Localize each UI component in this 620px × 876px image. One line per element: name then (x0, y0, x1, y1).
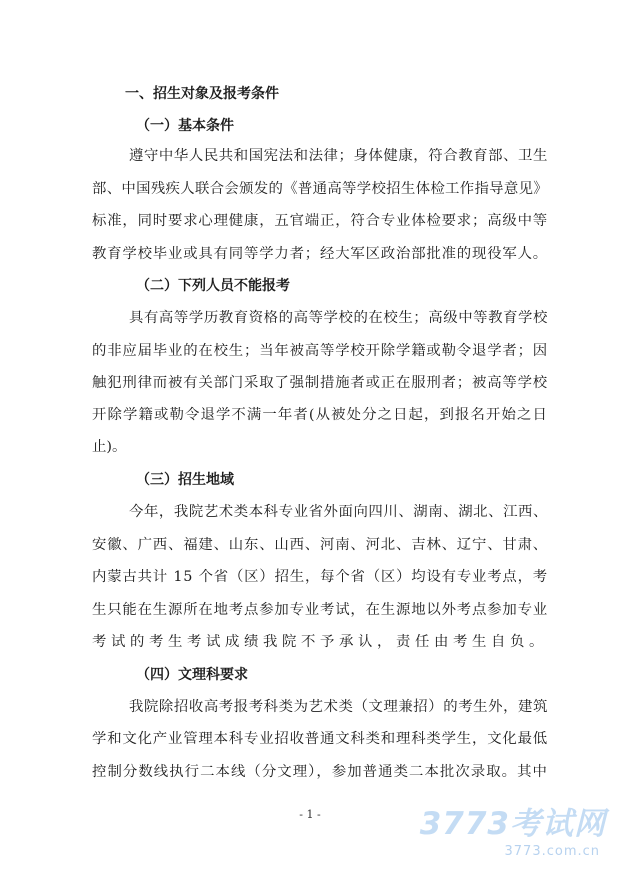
watermark-url: 3773.com.cn (504, 844, 600, 859)
paragraph-line: 触犯刑律而被有关部门采取了强制措施者或正在服刑者；被高等学校 (92, 375, 548, 391)
paragraph-line: 控制分数线执行二本线（分文理），参加普通类二本批次录取。其中 (92, 764, 548, 780)
watermark (419, 806, 606, 862)
page-number: - 1 - (299, 808, 321, 821)
paragraph-line: 开除学籍或勒令退学不满一年者(从被处分之日起，到报名开始之日 (92, 407, 548, 423)
watermark-logo: 3773考试网 (419, 806, 606, 842)
section-subject-heading: （四）文理科要求 (136, 667, 248, 683)
section-basic-heading: （一）基本条件 (136, 118, 234, 134)
paragraph-line: 的非应届毕业的在校生；当年被高等学校开除学籍或勒令退学者；因 (92, 343, 548, 359)
paragraph-line: 部、中国残疾人联合会颁发的《普通高等学校招生体检工作指导意见》 (92, 181, 548, 197)
paragraph-line: 我院除招收高考报考科类为艺术类（文理兼招）的考生外，建筑 (129, 699, 548, 715)
paragraph-line: 具有高等学历教育资格的高等学校的在校生；高级中等教育学校 (129, 310, 548, 326)
paragraph-line: 今年，我院艺术类本科专业省外面向四川、湖南、湖北、江西、 (129, 504, 548, 520)
paragraph-line: 安徽、广西、福建、山东、山西、河南、河北、吉林、辽宁、甘肃、 (92, 537, 548, 553)
paragraph-line: 内蒙古共计 15 个省（区）招生，每个省（区）均设有专业考点，考 (92, 569, 548, 585)
paragraph-line: 遵守中华人民共和国宪法和法律；身体健康，符合教育部、卫生 (129, 148, 548, 164)
paragraph-line: 止)。 (92, 439, 127, 455)
paragraph-line: 考试的考生考试成绩我院不予承认，责任由考生自负。 (92, 634, 548, 650)
paragraph-line: 标准，同时要求心理健康，五官端正，符合专业体检要求；高级中等 (92, 213, 548, 229)
paragraph-line: 学和文化产业管理本科专业招收普通文科类和理科类学生，文化最低 (92, 731, 548, 747)
main-heading: 一、招生对象及报考条件 (125, 86, 279, 102)
paragraph-line: 教育学校毕业或具有同等学力者；经大军区政治部批准的现役军人。 (92, 246, 548, 262)
section-excluded-heading: （二）下列人员不能报考 (136, 278, 290, 294)
section-region-heading: （三）招生地域 (136, 472, 234, 488)
paragraph-line: 生只能在生源所在地考点参加专业考试，在生源地以外考点参加专业 (92, 602, 548, 618)
